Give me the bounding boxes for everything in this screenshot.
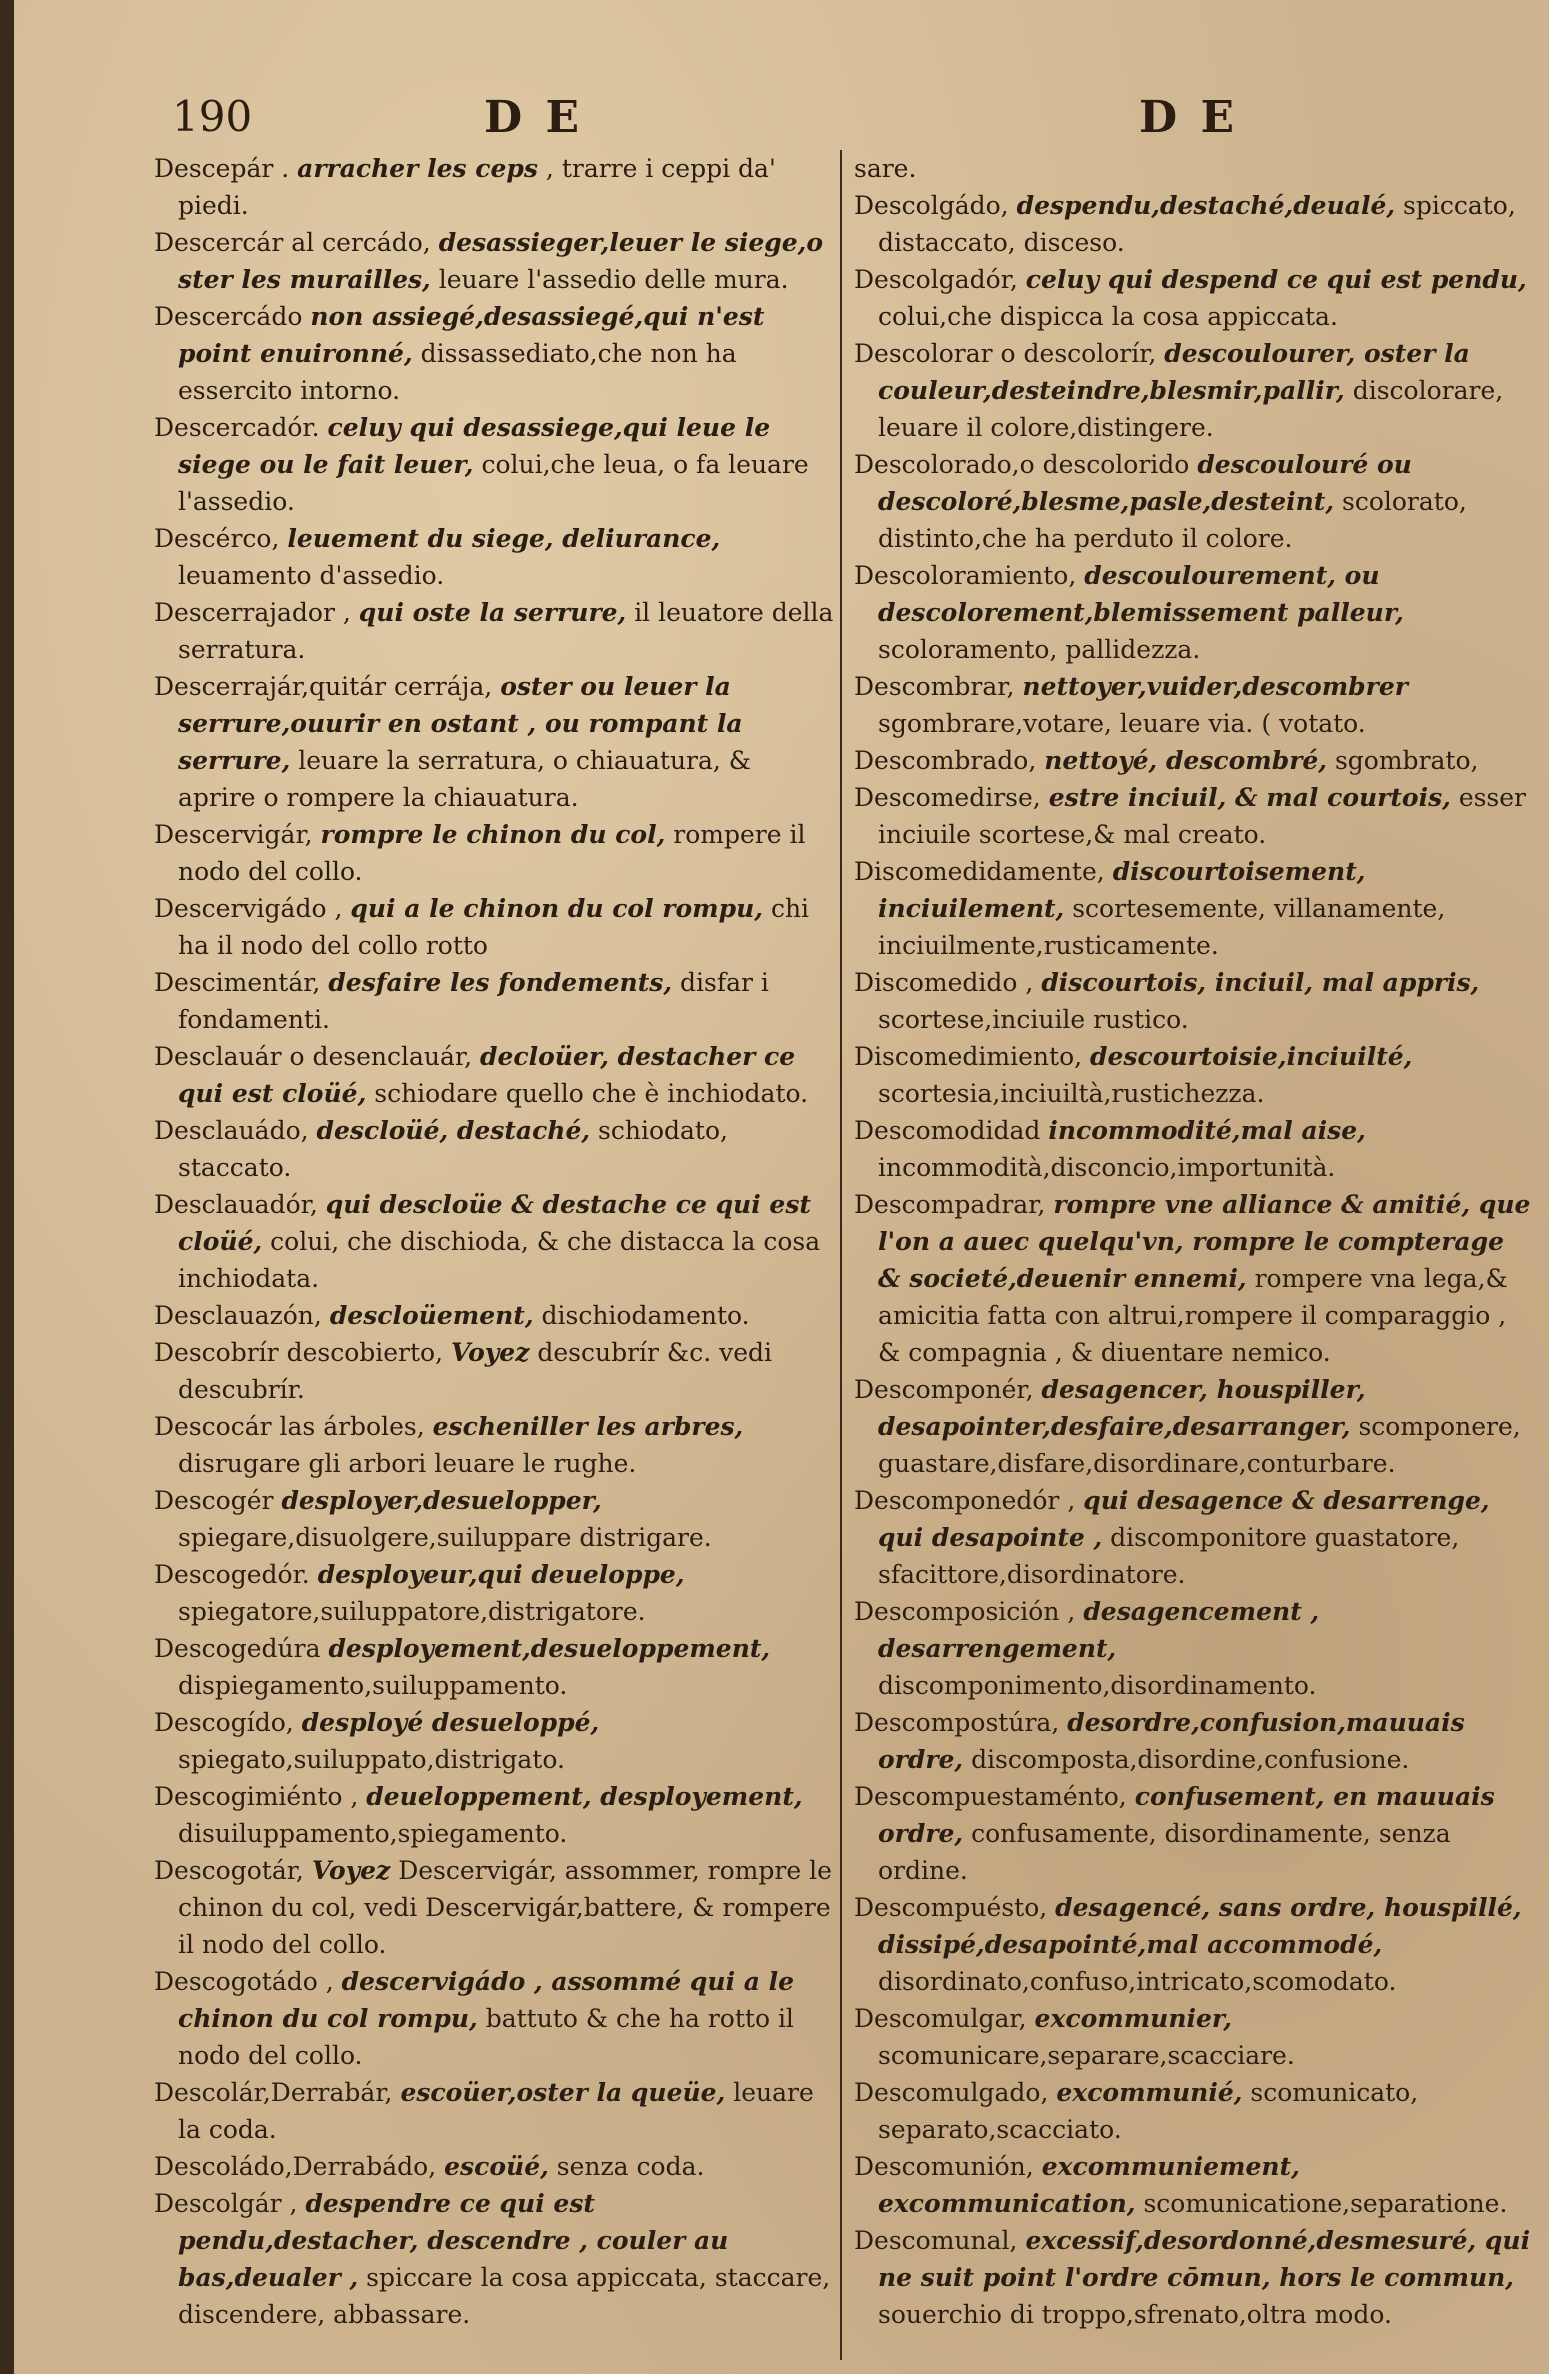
italian-gloss: scomponere, guastare,disfare,disordinare,conturbare. <box>878 1412 1521 1478</box>
headword: Desclauádo, <box>154 1116 309 1145</box>
dictionary-entry <box>854 187 1534 261</box>
italian-gloss: sare. <box>854 154 917 183</box>
dictionary-entry <box>154 964 834 1038</box>
headword: Descoloramiento, <box>854 561 1077 590</box>
headword: Descomunal, <box>854 2226 1018 2255</box>
headword: Descompuésto, <box>854 1893 1048 1922</box>
french-gloss: desployement,desueloppement, <box>328 1634 771 1663</box>
headword: Descogotár, <box>154 1856 304 1885</box>
italian-gloss: colui,che leua, o fa leuare l'assedio. <box>178 450 809 516</box>
french-gloss: qui a le chinon du col rompu, <box>350 894 763 923</box>
dictionary-entry <box>154 520 834 594</box>
italian-gloss: scomunicato, separato,scacciato. <box>878 2078 1419 2144</box>
french-gloss: leuement du siege, deliurance, <box>287 524 721 553</box>
french-gloss: decloüer, destacher ce qui est cloüé, <box>178 1042 796 1108</box>
italian-gloss: scoloramento, pallidezza. <box>878 635 1201 664</box>
headword: Descercadór. <box>154 413 320 442</box>
italian-gloss: schiodare quello che è inchiodato. <box>374 1079 809 1108</box>
french-gloss: desagencement , desarrengement, <box>878 1597 1320 1663</box>
headword: Descomodidad <box>854 1116 1041 1145</box>
french-gloss: non assiegé,desassiegé,qui n'est point enuironné, <box>178 302 765 368</box>
french-gloss: incommodité,mal aise, <box>1048 1116 1366 1145</box>
italian-gloss: sgombrare,votare, leuare via. ( votato. <box>878 709 1366 738</box>
headword: Descomponér, <box>854 1375 1034 1404</box>
dictionary-entry <box>154 1963 834 2074</box>
dictionary-entry <box>154 2074 834 2148</box>
dictionary-entry <box>854 261 1534 335</box>
french-gloss: escoüer,oster la queüe, <box>400 2078 726 2107</box>
french-gloss: escoüé, <box>444 2152 549 2181</box>
french-gloss: qui descloüe & destache ce qui est cloüé, <box>178 1190 811 1256</box>
headword: Descogimiénto , <box>154 1782 359 1811</box>
french-gloss: discourtoisement, inciuilement, <box>878 857 1366 923</box>
french-gloss: desassieger,leuer le siege,o ster les murailles, <box>178 228 824 294</box>
dictionary-entry <box>154 890 834 964</box>
headword: Descérco, <box>154 524 280 553</box>
headword: Descompostúra, <box>854 1708 1060 1737</box>
headword: Descomunión, <box>854 2152 1034 2181</box>
dictionary-entry <box>854 1778 1534 1889</box>
italian-gloss: scortesemente, villanamente, inciuilmente,rusticamente. <box>878 894 1446 960</box>
dictionary-entry <box>854 150 1534 187</box>
right-column <box>854 150 1534 2365</box>
dictionary-entry <box>154 298 834 409</box>
italian-gloss: confusamente, disordinamente, senza ordine. <box>878 1819 1451 1885</box>
italian-gloss: rompere il nodo del collo. <box>178 820 806 886</box>
french-gloss: oster ou leuer la serrure,ouurir en ostant , ou rompant la serrure, <box>178 672 743 775</box>
french-gloss: celuy qui despend ce qui est pendu, <box>1025 265 1527 294</box>
headword: Descervigár, <box>154 820 313 849</box>
dictionary-entry <box>154 1630 834 1704</box>
dictionary-entry <box>854 1186 1534 1371</box>
headword: Descobrír descobierto, <box>154 1338 444 1367</box>
italian-gloss: scolorato, distinto,che ha perduto il colore. <box>878 487 1467 553</box>
italian-gloss: leuare la coda. <box>178 2078 814 2144</box>
dictionary-entry <box>854 668 1534 742</box>
dictionary-entry <box>154 1297 834 1334</box>
dictionary-entry <box>854 2148 1534 2222</box>
italian-gloss: dispiegamento,suiluppamento. <box>178 1671 568 1700</box>
dictionary-entry <box>854 557 1534 668</box>
italian-gloss: disordinato,confuso,intricato,scomodato. <box>878 1967 1397 1996</box>
headword: Descogotádo , <box>154 1967 334 1996</box>
italian-gloss: esser inciuile scortese,& mal creato. <box>878 783 1527 849</box>
headword: Descogído, <box>154 1708 294 1737</box>
dictionary-entry <box>854 2222 1534 2333</box>
french-gloss: descloüement, <box>329 1301 534 1330</box>
italian-gloss: scomunicatione,separatione. <box>1143 2189 1508 2218</box>
italian-gloss: descubrír &c. vedi descubrír. <box>178 1338 773 1404</box>
dictionary-entry <box>854 1112 1534 1186</box>
column-divider <box>840 150 842 2360</box>
french-gloss: desployé desueloppé, <box>301 1708 600 1737</box>
dictionary-entry <box>854 742 1534 779</box>
dictionary-entry <box>154 2148 834 2185</box>
dictionary-entry <box>154 1704 834 1778</box>
french-gloss: descoulouré ou descoloré,blesme,pasle,desteint, <box>878 450 1412 516</box>
french-gloss: excommuniement, excommunication, <box>878 2152 1300 2218</box>
dictionary-entry <box>154 1038 834 1112</box>
french-gloss: Voyez <box>451 1338 530 1367</box>
italian-gloss: scortese,inciuile rustico. <box>878 1005 1189 1034</box>
dictionary-entry <box>854 779 1534 853</box>
dictionary-entry <box>154 816 834 890</box>
headword: Descomulgado, <box>854 2078 1049 2107</box>
dictionary-entry <box>154 594 834 668</box>
dictionary-entry <box>154 1852 834 1963</box>
french-gloss: despendre ce qui est pendu,destacher, descendre , couler au bas,deualer , <box>178 2189 729 2292</box>
italian-gloss: spiegatore,suiluppatore,distrigatore. <box>178 1597 646 1626</box>
dictionary-entry <box>154 1186 834 1297</box>
dictionary-entry <box>154 668 834 816</box>
french-gloss: rompre le chinon du col, <box>320 820 666 849</box>
dictionary-entry <box>154 1334 834 1408</box>
headword: Descomulgar, <box>854 2004 1027 2033</box>
headword: Descolorar o descolorír, <box>854 339 1157 368</box>
french-gloss: discourtois, inciuil, mal appris, <box>1041 968 1480 997</box>
dictionary-entry <box>854 1704 1534 1778</box>
headword: Descomponedór , <box>854 1486 1076 1515</box>
dictionary-entry <box>854 964 1534 1038</box>
headword: Descolgádo, <box>854 191 1009 220</box>
french-gloss: desagencer, houspiller, desapointer,desfaire,desarranger, <box>878 1375 1366 1441</box>
dictionary-entry <box>854 335 1534 446</box>
headword: Descombrar, <box>854 672 1015 701</box>
headword: Discomedido , <box>854 968 1034 997</box>
french-gloss: desployer,desuelopper, <box>281 1486 602 1515</box>
french-gloss: estre inciuil, & mal courtois, <box>1048 783 1451 812</box>
italian-gloss: , trarre i ceppi da' piedi. <box>178 154 776 220</box>
french-gloss: deueloppement, desployement, <box>366 1782 803 1811</box>
french-gloss: confusement, en mauuais ordre, <box>878 1782 1495 1848</box>
french-gloss: desployeur,qui deueloppe, <box>317 1560 685 1589</box>
french-gloss: excommunié, <box>1056 2078 1243 2107</box>
dictionary-entry <box>854 1038 1534 1112</box>
dictionary-entry <box>154 1112 834 1186</box>
running-head-right: D E <box>1139 92 1239 143</box>
running-head-left: D E <box>484 92 584 143</box>
headword: Descomposición , <box>854 1597 1076 1626</box>
italian-gloss: chi ha il nodo del collo rotto <box>178 894 810 960</box>
headword: Descolorado,o descolorido <box>854 450 1190 479</box>
italian-gloss: il leuatore della serratura. <box>178 598 834 664</box>
italian-gloss: scomunicare,separare,scacciare. <box>878 2041 1295 2070</box>
italian-gloss: spiegare,disuolgere,suiluppare distrigare. <box>178 1523 712 1552</box>
headword: Desclauazón, <box>154 1301 322 1330</box>
page-header <box>14 92 1549 152</box>
headword: Discomedidamente, <box>854 857 1105 886</box>
french-gloss: desfaire les fondements, <box>328 968 673 997</box>
italian-gloss: disrugare gli arbori leuare le rughe. <box>178 1449 637 1478</box>
headword: Discomedimiento, <box>854 1042 1083 1071</box>
dictionary-entry <box>854 1593 1534 1704</box>
headword: Descocár las árboles, <box>154 1412 425 1441</box>
french-gloss: rompre vne alliance & amitié, que l'on a auec quelqu'vn, rompre le compterage & societé,deuenir ennemi, <box>878 1190 1531 1293</box>
italian-gloss: schiodato, staccato. <box>178 1116 728 1182</box>
italian-gloss: discomposta,disordine,confusione. <box>971 1745 1410 1774</box>
page-number: 190 <box>172 92 253 141</box>
italian-gloss: spiccare la cosa appiccata, staccare, discendere, abbassare. <box>178 2263 831 2329</box>
headword: Descervigádo , <box>154 894 343 923</box>
french-gloss: descourtoisie,inciuilté, <box>1090 1042 1413 1071</box>
dictionary-entry <box>154 2185 834 2333</box>
dictionary-entry <box>154 409 834 520</box>
italian-gloss: discomponitore guastatore, sfacittore,disordinatore. <box>878 1523 1460 1589</box>
dictionary-entry <box>854 1482 1534 1593</box>
french-gloss: excessif,desordonné,desmesuré, qui ne suit point l'ordre cōmun, hors le commun, <box>878 2226 1531 2292</box>
headword: Descimentár, <box>154 968 321 997</box>
headword: Descompadrar, <box>854 1190 1046 1219</box>
italian-gloss: battuto & che ha rotto il nodo del collo. <box>178 2004 794 2070</box>
dictionary-entry <box>854 853 1534 964</box>
headword: Descompuestaménto, <box>854 1782 1127 1811</box>
italian-gloss: discomponimento,disordinamento. <box>878 1671 1317 1700</box>
headword: Descerrajár,quitár cerrája, <box>154 672 493 701</box>
dictionary-entry <box>154 1778 834 1852</box>
dictionary-entry <box>154 1408 834 1482</box>
dictionary-entry <box>854 1371 1534 1482</box>
headword: Descolgár , <box>154 2189 298 2218</box>
french-gloss: celuy qui desassiege,qui leue le siege ou le fait leuer, <box>178 413 771 479</box>
headword: Descogedúra <box>154 1634 321 1663</box>
french-gloss: descoulourement, ou descolorement,blemissement palleur, <box>878 561 1404 627</box>
dictionary-entry <box>854 2000 1534 2074</box>
dictionary-entry <box>154 150 834 224</box>
french-gloss: escheniller les arbres, <box>432 1412 744 1441</box>
italian-gloss: spiccato, distaccato, disceso. <box>878 191 1516 257</box>
headword: Descoládo,Derrabádo, <box>154 2152 437 2181</box>
headword: Descolár,Derrabár, <box>154 2078 393 2107</box>
italian-gloss: sgombrato, <box>1334 746 1479 775</box>
dictionary-entry <box>154 1482 834 1556</box>
french-gloss: descervigádo , assommé qui a le chinon du col rompu, <box>178 1967 795 2033</box>
italian-gloss: colui,che dispicca la cosa appiccata. <box>878 302 1338 331</box>
italian-gloss: rompere vna lega,& amicitia fatta con altrui,rompere il comparaggio , & compagnia , & diuentare nemico. <box>878 1264 1508 1367</box>
italian-gloss: leuare l'assedio delle mura. <box>438 265 789 294</box>
italian-gloss: scortesia,inciuiltà,rustichezza. <box>878 1079 1265 1108</box>
italian-gloss: disuiluppamento,spiegamento. <box>178 1819 568 1848</box>
french-gloss: nettoyé, descombré, <box>1044 746 1328 775</box>
french-gloss: desordre,confusion,mauuais ordre, <box>878 1708 1465 1774</box>
dictionary-entry <box>854 2074 1534 2148</box>
french-gloss: despendu,destaché,deualé, <box>1016 191 1396 220</box>
headword: Descerrajador , <box>154 598 351 627</box>
headword: Desclauár o desenclauár, <box>154 1042 473 1071</box>
headword: Descomedirse, <box>854 783 1041 812</box>
french-gloss: qui oste la serrure, <box>358 598 627 627</box>
french-gloss: descoulourer, oster la couleur,desteindre,blesmir,pallir, <box>878 339 1470 405</box>
headword: Descercádo <box>154 302 303 331</box>
italian-gloss: discolorare, leuare il colore,distingere. <box>878 376 1504 442</box>
headword: Descolgadór, <box>854 265 1018 294</box>
dictionary-entry <box>854 446 1534 557</box>
italian-gloss: disfar i fondamenti. <box>178 968 769 1034</box>
left-column <box>154 150 834 2365</box>
headword: Desclauadór, <box>154 1190 318 1219</box>
french-gloss: nettoyer,vuider,descombrer <box>1022 672 1408 701</box>
italian-gloss: senza coda. <box>556 2152 705 2181</box>
italian-gloss: souerchio di troppo,sfrenato,oltra modo. <box>878 2300 1392 2329</box>
french-gloss: qui desagence & desarrenge, qui desapointe , <box>878 1486 1490 1552</box>
headword: Descepár . <box>154 154 290 183</box>
italian-gloss: incommodità,disconcio,importunità. <box>878 1153 1336 1182</box>
french-gloss: desagencé, sans ordre, houspillé, dissipé,desapointé,mal accommodé, <box>878 1893 1522 1959</box>
headword: Descercár al cercádo, <box>154 228 431 257</box>
dictionary-entry <box>854 1889 1534 2000</box>
french-gloss: Voyez <box>311 1856 391 1885</box>
dictionary-entry <box>154 224 834 298</box>
italian-gloss: leuamento d'assedio. <box>178 561 445 590</box>
headword: Descogedór. <box>154 1560 310 1589</box>
italian-gloss: spiegato,suiluppato,distrigato. <box>178 1745 565 1774</box>
italian-gloss: colui, che dischioda, & che distacca la cosa inchiodata. <box>178 1227 821 1293</box>
french-gloss: descloüé, destaché, <box>316 1116 591 1145</box>
french-gloss: excommunier, <box>1034 2004 1232 2033</box>
italian-gloss: leuare la serratura, o chiauatura, & aprire o rompere la chiauatura. <box>178 746 752 812</box>
italian-gloss: dissassediato,che non ha essercito intorno. <box>178 339 737 405</box>
dictionary-entry <box>154 1556 834 1630</box>
italian-gloss: dischiodamento. <box>541 1301 750 1330</box>
french-gloss: arracher les ceps <box>297 154 538 183</box>
book-page <box>14 0 1549 2374</box>
italian-gloss: Descervigár, assommer, rompre le chinon du col, vedi Descervigár,battere, & rompere il nodo del collo. <box>178 1856 832 1959</box>
headword: Descogér <box>154 1486 274 1515</box>
headword: Descombrado, <box>854 746 1037 775</box>
